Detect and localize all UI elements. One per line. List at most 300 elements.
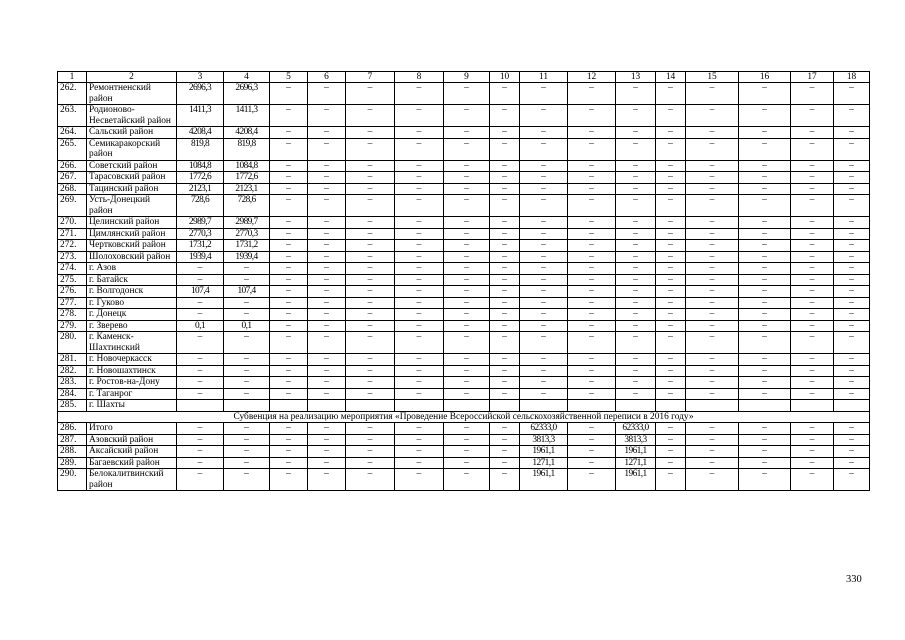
value-cell: – <box>308 251 346 263</box>
column-header: 10 <box>490 72 520 83</box>
row-number: 267. <box>58 172 87 184</box>
value-cell: – <box>791 263 834 275</box>
value-cell: – <box>346 160 395 172</box>
value-cell: – <box>270 160 308 172</box>
value-cell <box>686 400 739 412</box>
value-cell: – <box>739 172 791 184</box>
value-cell: – <box>490 195 520 217</box>
table-row <box>58 457 870 469</box>
value-cell: – <box>834 446 870 458</box>
value-cell: – <box>346 274 395 286</box>
value-cell: – <box>791 251 834 263</box>
value-cell <box>834 400 870 412</box>
value-cell: – <box>177 388 224 400</box>
value-cell: – <box>616 332 656 354</box>
value-cell: – <box>791 195 834 217</box>
municipality-name: Белокалитвинский район <box>87 469 177 491</box>
value-cell: – <box>346 138 395 160</box>
value-cell: – <box>308 365 346 377</box>
value-cell: – <box>834 274 870 286</box>
value-cell: – <box>444 160 490 172</box>
value-cell: – <box>308 423 346 435</box>
value-cell: – <box>686 388 739 400</box>
value-cell: – <box>395 377 444 389</box>
value-cell: – <box>270 457 308 469</box>
value-cell: – <box>270 263 308 275</box>
column-header: 8 <box>395 72 444 83</box>
value-cell: – <box>520 105 568 127</box>
municipality-name: Советский район <box>87 160 177 172</box>
value-cell: 1772,6 <box>224 172 270 184</box>
value-cell: – <box>444 183 490 195</box>
value-cell: – <box>308 446 346 458</box>
value-cell: – <box>520 172 568 184</box>
value-cell: – <box>791 309 834 321</box>
table-row <box>58 83 870 105</box>
value-cell: – <box>834 183 870 195</box>
value-cell: – <box>346 105 395 127</box>
value-cell: – <box>224 365 270 377</box>
value-cell: – <box>346 172 395 184</box>
table-row <box>58 400 870 412</box>
value-cell: 819,8 <box>177 138 224 160</box>
value-cell: – <box>490 172 520 184</box>
municipality-name: Сальский район <box>87 127 177 139</box>
value-cell: – <box>490 274 520 286</box>
value-cell: – <box>686 217 739 229</box>
value-cell: – <box>177 469 224 491</box>
municipality-name: г. Волгодонск <box>87 286 177 298</box>
value-cell: – <box>656 183 686 195</box>
value-cell: – <box>791 365 834 377</box>
value-cell: – <box>395 83 444 105</box>
row-number: 277. <box>58 297 87 309</box>
value-cell: – <box>568 263 616 275</box>
table-row <box>58 263 870 275</box>
municipality-name: Целинский район <box>87 217 177 229</box>
row-number: 264. <box>58 127 87 139</box>
value-cell: 819,8 <box>224 138 270 160</box>
value-cell: – <box>656 354 686 366</box>
value-cell: 1411,3 <box>224 105 270 127</box>
value-cell: – <box>177 446 224 458</box>
value-cell: – <box>308 388 346 400</box>
municipality-name: Багаевский район <box>87 457 177 469</box>
value-cell: – <box>834 217 870 229</box>
value-cell <box>656 400 686 412</box>
table-row <box>58 274 870 286</box>
value-cell: – <box>444 377 490 389</box>
value-cell <box>308 400 346 412</box>
value-cell: – <box>834 160 870 172</box>
value-cell: 2770,3 <box>224 228 270 240</box>
value-cell: – <box>270 183 308 195</box>
value-cell: – <box>791 423 834 435</box>
value-cell: – <box>656 332 686 354</box>
value-cell: – <box>616 354 656 366</box>
column-number-row <box>58 72 870 83</box>
value-cell: – <box>834 332 870 354</box>
municipality-name: Шолоховский район <box>87 251 177 263</box>
value-cell: – <box>490 469 520 491</box>
value-cell: – <box>346 127 395 139</box>
column-header: 15 <box>686 72 739 83</box>
value-cell: – <box>739 446 791 458</box>
value-cell: 728,6 <box>177 195 224 217</box>
value-cell <box>224 400 270 412</box>
value-cell: – <box>656 365 686 377</box>
value-cell: – <box>791 240 834 252</box>
value-cell: – <box>490 457 520 469</box>
value-cell: 728,6 <box>224 195 270 217</box>
value-cell: 107,4 <box>224 286 270 298</box>
value-cell: – <box>686 434 739 446</box>
value-cell: – <box>490 297 520 309</box>
value-cell: 2989,7 <box>224 217 270 229</box>
value-cell: 1731,2 <box>177 240 224 252</box>
value-cell: 1961,1 <box>616 446 656 458</box>
value-cell: – <box>656 457 686 469</box>
value-cell: – <box>224 297 270 309</box>
column-header: 5 <box>270 72 308 83</box>
value-cell: – <box>568 286 616 298</box>
value-cell: – <box>834 423 870 435</box>
value-cell: – <box>656 274 686 286</box>
value-cell: – <box>791 286 834 298</box>
value-cell: – <box>568 434 616 446</box>
value-cell: – <box>834 457 870 469</box>
value-cell: – <box>616 127 656 139</box>
value-cell: – <box>791 388 834 400</box>
value-cell: – <box>834 127 870 139</box>
value-cell: – <box>308 320 346 332</box>
value-cell: – <box>270 320 308 332</box>
value-cell: – <box>616 183 656 195</box>
value-cell: – <box>791 217 834 229</box>
table-row <box>58 377 870 389</box>
value-cell: 2696,3 <box>177 83 224 105</box>
row-number: 273. <box>58 251 87 263</box>
value-cell: 1411,3 <box>177 105 224 127</box>
value-cell: – <box>568 127 616 139</box>
value-cell: – <box>739 138 791 160</box>
value-cell: – <box>444 274 490 286</box>
value-cell: – <box>568 423 616 435</box>
value-cell: – <box>395 183 444 195</box>
value-cell: 3813,3 <box>616 434 656 446</box>
value-cell: – <box>270 286 308 298</box>
value-cell: – <box>308 138 346 160</box>
municipality-name: г. Донецк <box>87 309 177 321</box>
value-cell: – <box>224 469 270 491</box>
value-cell: – <box>739 377 791 389</box>
row-number: 262. <box>58 83 87 105</box>
value-cell: – <box>739 217 791 229</box>
value-cell: – <box>791 138 834 160</box>
value-cell: – <box>395 365 444 377</box>
value-cell: – <box>656 377 686 389</box>
table-row <box>58 309 870 321</box>
value-cell: – <box>739 332 791 354</box>
value-cell: – <box>568 297 616 309</box>
value-cell: – <box>568 105 616 127</box>
value-cell: – <box>490 434 520 446</box>
value-cell: – <box>791 183 834 195</box>
value-cell: – <box>308 105 346 127</box>
value-cell: – <box>616 320 656 332</box>
value-cell: – <box>444 388 490 400</box>
value-cell: – <box>834 138 870 160</box>
table-row <box>58 286 870 298</box>
value-cell: – <box>568 228 616 240</box>
value-cell <box>346 400 395 412</box>
municipality-name: Ремонтненский район <box>87 83 177 105</box>
value-cell: – <box>739 127 791 139</box>
value-cell: – <box>444 365 490 377</box>
value-cell: 2770,3 <box>177 228 224 240</box>
value-cell <box>490 400 520 412</box>
value-cell: – <box>616 83 656 105</box>
value-cell: – <box>177 332 224 354</box>
value-cell: – <box>490 138 520 160</box>
value-cell: – <box>656 423 686 435</box>
row-number: 275. <box>58 274 87 286</box>
value-cell: – <box>520 251 568 263</box>
value-cell: – <box>568 195 616 217</box>
value-cell: – <box>568 83 616 105</box>
value-cell: – <box>346 228 395 240</box>
value-cell: – <box>270 469 308 491</box>
value-cell: – <box>270 309 308 321</box>
value-cell: – <box>308 217 346 229</box>
value-cell: – <box>834 105 870 127</box>
value-cell: – <box>395 434 444 446</box>
value-cell: – <box>791 83 834 105</box>
municipality-name: Азовский район <box>87 434 177 446</box>
row-number: 281. <box>58 354 87 366</box>
value-cell: – <box>395 423 444 435</box>
value-cell: – <box>490 240 520 252</box>
value-cell: – <box>270 127 308 139</box>
value-cell: – <box>656 83 686 105</box>
value-cell: – <box>270 423 308 435</box>
value-cell: – <box>686 377 739 389</box>
row-number: 266. <box>58 160 87 172</box>
value-cell: – <box>270 195 308 217</box>
value-cell: 1731,2 <box>224 240 270 252</box>
budget-table-sheet <box>57 71 869 491</box>
value-cell: – <box>616 195 656 217</box>
value-cell: – <box>791 297 834 309</box>
value-cell: – <box>346 309 395 321</box>
value-cell: – <box>834 365 870 377</box>
value-cell: – <box>395 195 444 217</box>
value-cell: – <box>395 263 444 275</box>
value-cell <box>520 400 568 412</box>
table-row <box>58 446 870 458</box>
value-cell: – <box>568 240 616 252</box>
municipality-name: Итого <box>87 423 177 435</box>
value-cell: – <box>346 240 395 252</box>
value-cell: – <box>444 195 490 217</box>
value-cell: 2123,1 <box>177 183 224 195</box>
value-cell: – <box>686 297 739 309</box>
value-cell: – <box>739 251 791 263</box>
value-cell: – <box>834 297 870 309</box>
value-cell: – <box>656 446 686 458</box>
value-cell: – <box>616 172 656 184</box>
value-cell: – <box>490 217 520 229</box>
row-number: 289. <box>58 457 87 469</box>
value-cell: – <box>444 138 490 160</box>
value-cell: – <box>616 160 656 172</box>
value-cell: – <box>686 320 739 332</box>
value-cell: – <box>270 274 308 286</box>
value-cell: – <box>791 274 834 286</box>
row-number: 276. <box>58 286 87 298</box>
value-cell: 2989,7 <box>177 217 224 229</box>
value-cell: – <box>739 388 791 400</box>
value-cell: – <box>834 434 870 446</box>
value-cell: – <box>224 263 270 275</box>
value-cell: – <box>444 217 490 229</box>
municipality-name: г. Азов <box>87 263 177 275</box>
column-header: 3 <box>177 72 224 83</box>
value-cell: – <box>520 160 568 172</box>
value-cell: – <box>616 388 656 400</box>
value-cell: – <box>177 297 224 309</box>
value-cell: – <box>395 320 444 332</box>
row-number: 263. <box>58 105 87 127</box>
value-cell: – <box>656 138 686 160</box>
value-cell: – <box>739 83 791 105</box>
value-cell: – <box>444 457 490 469</box>
value-cell: – <box>686 195 739 217</box>
value-cell: – <box>444 263 490 275</box>
value-cell: – <box>395 469 444 491</box>
table-row <box>58 127 870 139</box>
value-cell: – <box>224 377 270 389</box>
value-cell: – <box>568 320 616 332</box>
value-cell: – <box>444 240 490 252</box>
value-cell: – <box>520 388 568 400</box>
value-cell: – <box>739 286 791 298</box>
table-row <box>58 251 870 263</box>
value-cell: – <box>686 183 739 195</box>
municipality-name: г. Таганрог <box>87 388 177 400</box>
value-cell: – <box>520 263 568 275</box>
value-cell: – <box>739 354 791 366</box>
value-cell: – <box>177 354 224 366</box>
value-cell: – <box>656 240 686 252</box>
table-row <box>58 195 870 217</box>
value-cell: – <box>656 434 686 446</box>
value-cell: – <box>616 297 656 309</box>
row-number: 274. <box>58 263 87 275</box>
value-cell: – <box>444 286 490 298</box>
value-cell: – <box>616 105 656 127</box>
value-cell: – <box>791 127 834 139</box>
value-cell: – <box>308 274 346 286</box>
value-cell: – <box>791 172 834 184</box>
column-header: 1 <box>58 72 87 83</box>
column-header: 17 <box>791 72 834 83</box>
value-cell: – <box>834 377 870 389</box>
value-cell: – <box>490 388 520 400</box>
table-row <box>58 320 870 332</box>
row-number: 279. <box>58 320 87 332</box>
value-cell: – <box>656 217 686 229</box>
value-cell: – <box>834 240 870 252</box>
value-cell: – <box>791 457 834 469</box>
value-cell: – <box>224 309 270 321</box>
value-cell: – <box>791 160 834 172</box>
value-cell <box>270 400 308 412</box>
value-cell: – <box>490 127 520 139</box>
value-cell: – <box>686 251 739 263</box>
value-cell: – <box>686 127 739 139</box>
table-row <box>58 105 870 127</box>
value-cell: – <box>346 183 395 195</box>
value-cell: – <box>444 83 490 105</box>
value-cell: – <box>395 160 444 172</box>
column-header: 2 <box>87 72 177 83</box>
value-cell: – <box>686 365 739 377</box>
municipality-name: г. Шахты <box>87 400 177 412</box>
value-cell: – <box>270 138 308 160</box>
row-number: 271. <box>58 228 87 240</box>
value-cell: – <box>308 297 346 309</box>
value-cell: – <box>270 240 308 252</box>
value-cell: – <box>520 195 568 217</box>
table-row <box>58 423 870 435</box>
municipality-name: Тацинский район <box>87 183 177 195</box>
column-header: 11 <box>520 72 568 83</box>
municipality-name: г. Каменск-Шахтинский <box>87 332 177 354</box>
value-cell: – <box>444 423 490 435</box>
value-cell: 4208,4 <box>224 127 270 139</box>
value-cell: – <box>270 297 308 309</box>
value-cell: – <box>346 446 395 458</box>
value-cell: – <box>177 457 224 469</box>
value-cell: – <box>346 251 395 263</box>
row-number: 269. <box>58 195 87 217</box>
value-cell: – <box>520 309 568 321</box>
value-cell: – <box>490 332 520 354</box>
value-cell: – <box>308 183 346 195</box>
table-row <box>58 297 870 309</box>
value-cell: – <box>834 388 870 400</box>
row-number: 288. <box>58 446 87 458</box>
value-cell: – <box>346 423 395 435</box>
column-header: 18 <box>834 72 870 83</box>
value-cell: – <box>568 160 616 172</box>
value-cell: – <box>656 127 686 139</box>
table-row <box>58 434 870 446</box>
value-cell: – <box>520 228 568 240</box>
value-cell: – <box>395 105 444 127</box>
value-cell: – <box>656 297 686 309</box>
value-cell: – <box>346 469 395 491</box>
value-cell: – <box>520 240 568 252</box>
value-cell: – <box>177 274 224 286</box>
value-cell: – <box>308 127 346 139</box>
value-cell: – <box>656 172 686 184</box>
value-cell: – <box>395 457 444 469</box>
value-cell: – <box>444 332 490 354</box>
row-number: 272. <box>58 240 87 252</box>
row-number: 280. <box>58 332 87 354</box>
